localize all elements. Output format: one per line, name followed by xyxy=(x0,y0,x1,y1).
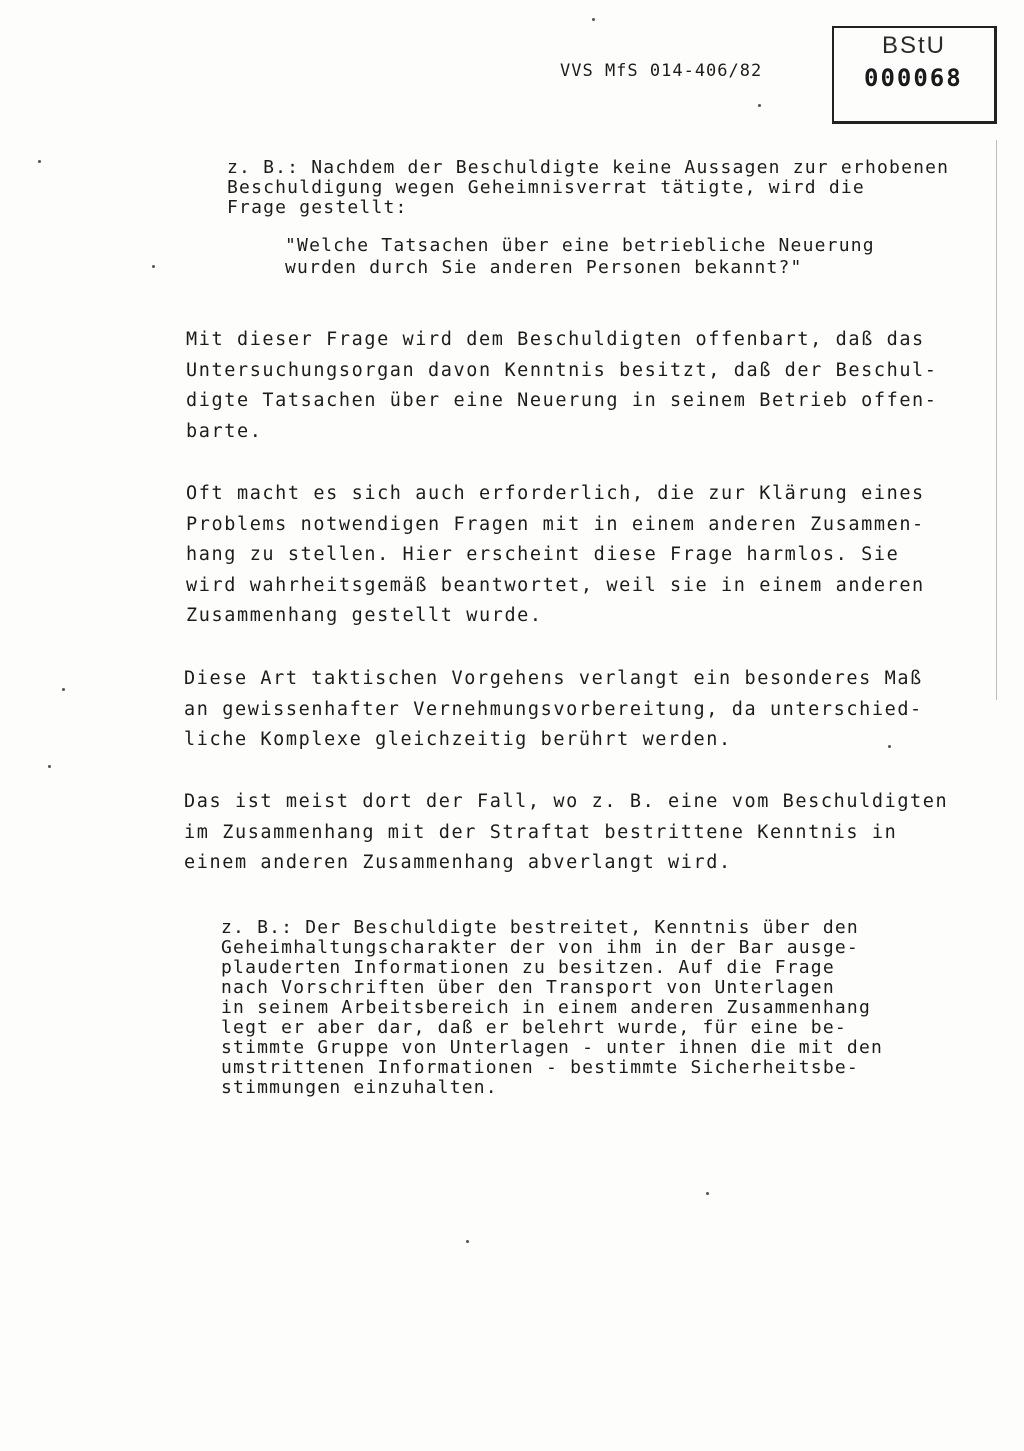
scan-speck xyxy=(592,18,595,21)
quoted-question: "Welche Tatsachen über eine betriebliche Neuerung wurden durch Sie anderen Personen bekannt?" xyxy=(285,235,875,278)
scan-speck xyxy=(466,1240,469,1243)
scan-speck xyxy=(152,265,155,268)
margin-rule xyxy=(996,140,997,700)
scan-speck xyxy=(48,765,51,768)
stamp-page-number: 000068 xyxy=(864,64,963,92)
paragraph-4: Das ist meist dort der Fall, wo z. B. eine vom Beschuldigten im Zusammenhang mit der Straftat bestrittene Kenntnis in einem anderen Zusammenhang abverlangt wird. xyxy=(184,791,949,873)
document-reference: VVS MfS 014-406/82 xyxy=(560,61,763,81)
paragraph-2: Oft macht es sich auch erforderlich, die zur Klärung eines Problems notwendigen Fragen mit in einem anderen Zusammen- hang zu stellen. Hier erscheint diese Frage harmlos. Sie wird wahrheitsgemäß beantwortet, weil sie in einem anderen Zusammenhang gestellt wurde. xyxy=(186,483,925,626)
example-block-1: z. B.: Nachdem der Beschuldigte keine Aussagen zur erhobenen Beschuldigung wegen Geheimnisverrat tätigte, wird die Frage gestellt: xyxy=(227,157,950,218)
scan-speck xyxy=(38,160,41,163)
example-block-2: z. B.: Der Beschuldigte bestreitet, Kenntnis über den Geheimhaltungscharakter der von ihm in der Bar ausge- plauderten Informationen zu besitzen. Auf die Frage nach Vorschriften über den Transport von Unterlagen in seinem Arbeitsbereich in einem anderen Zusammenhang legt er aber dar, daß er belehrt wurde, für eine be- stimmte Gruppe von Unterlagen - unter ihnen die mit den umstrittenen Informationen - bestimmte Sicherheitsbe- stimmungen einzuhalten. xyxy=(221,917,884,1098)
archive-stamp xyxy=(832,26,997,124)
scan-speck xyxy=(758,104,761,107)
scan-speck xyxy=(62,688,65,691)
scan-speck xyxy=(888,745,891,748)
paragraph-1: Mit dieser Frage wird dem Beschuldigten offenbart, daß das Untersuchungsorgan davon Kenntnis besitzt, daß der Beschul- digte Tatsachen über eine Neuerung in seinem Betrieb offen- barte. xyxy=(186,329,938,442)
paragraph-3: Diese Art taktischen Vorgehens verlangt ein besonderes Maß an gewissenhafter Vernehmungsvorbereitung, da unterschied- liche Komplexe gleichzeitig berührt werden. xyxy=(184,668,923,750)
scan-speck xyxy=(706,1192,709,1195)
stamp-label: BStU xyxy=(882,32,947,59)
